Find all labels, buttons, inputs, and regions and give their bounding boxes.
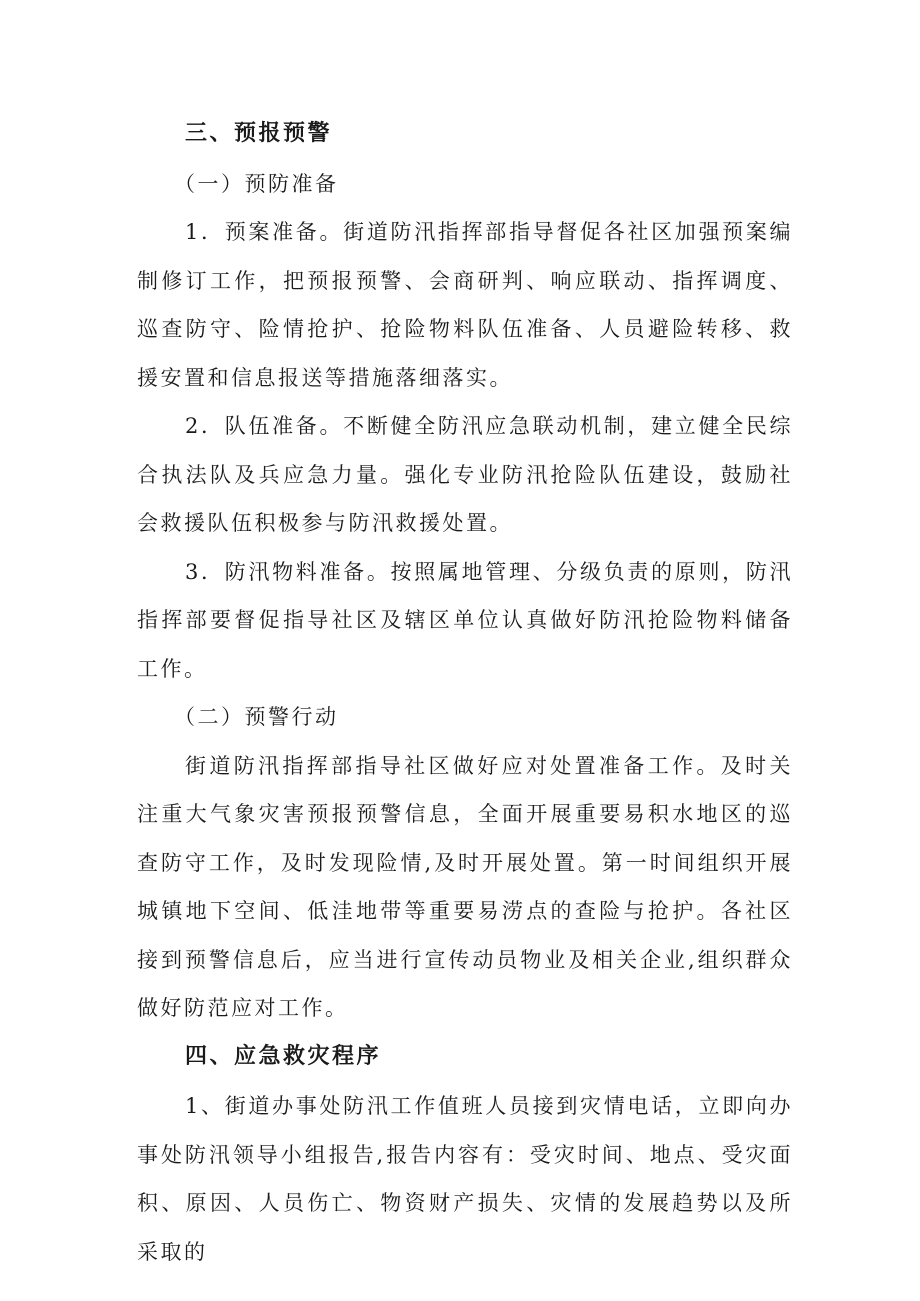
section-heading-forecast-warning: 三、预报预警 (185, 121, 333, 146)
paragraph-team-preparation: 2．队伍准备。不断健全防汛应急联动机制，建立健全民综合执法队及兵应急力量。强化专业防汛抢险队伍建设，鼓励社会救援队伍积极参与防汛救援处置。 (137, 414, 793, 535)
paragraph-warning-action: 街道防汛指挥部指导社区做好应对处置准备工作。及时关注重大气象灾害预报预警信息，全面开展重要易积水地区的巡查防守工作，及时发现险情,及时开展处置。第一时间组织开展城镇地下空间、低洼地带等重要易涝点的查险与抢护。各社区接到预警信息后，应当进行宣传动员物业及相关企业,组织群众做好防范应对工作。 (137, 753, 793, 1020)
subheading-prevention-preparation: （一）预防准备 (174, 171, 339, 196)
paragraph-materials-preparation: 3．防汛物料准备。按照属地管理、分级负责的原则，防汛指挥部要督促指导社区及辖区单位认真做好防汛抢险物料储备工作。 (137, 559, 793, 681)
section-heading-emergency-procedure: 四、应急救灾程序 (185, 1043, 382, 1069)
document-page (137, 110, 793, 1276)
paragraph-duty-report: 1、街道办事处防汛工作值班人员接到灾情电话，立即向办事处防汛领导小组报告,报告内容有：受灾时间、地点、受灾面积、原因、人员伤亡、物资财产损失、灾情的发展趋势以及所采取的 (137, 1094, 793, 1264)
paragraph-plan-preparation: 1．预案准备。街道防汛指挥部指导督促各社区加强预案编制修订工作，把预报预警、会商研判、响应联动、指挥调度、巡查防守、险情抢护、抢险物料队伍准备、人员避险转移、救援安置和信息报送等措施落细落实。 (137, 220, 793, 390)
subheading-warning-action: （二）预警行动 (174, 705, 339, 729)
